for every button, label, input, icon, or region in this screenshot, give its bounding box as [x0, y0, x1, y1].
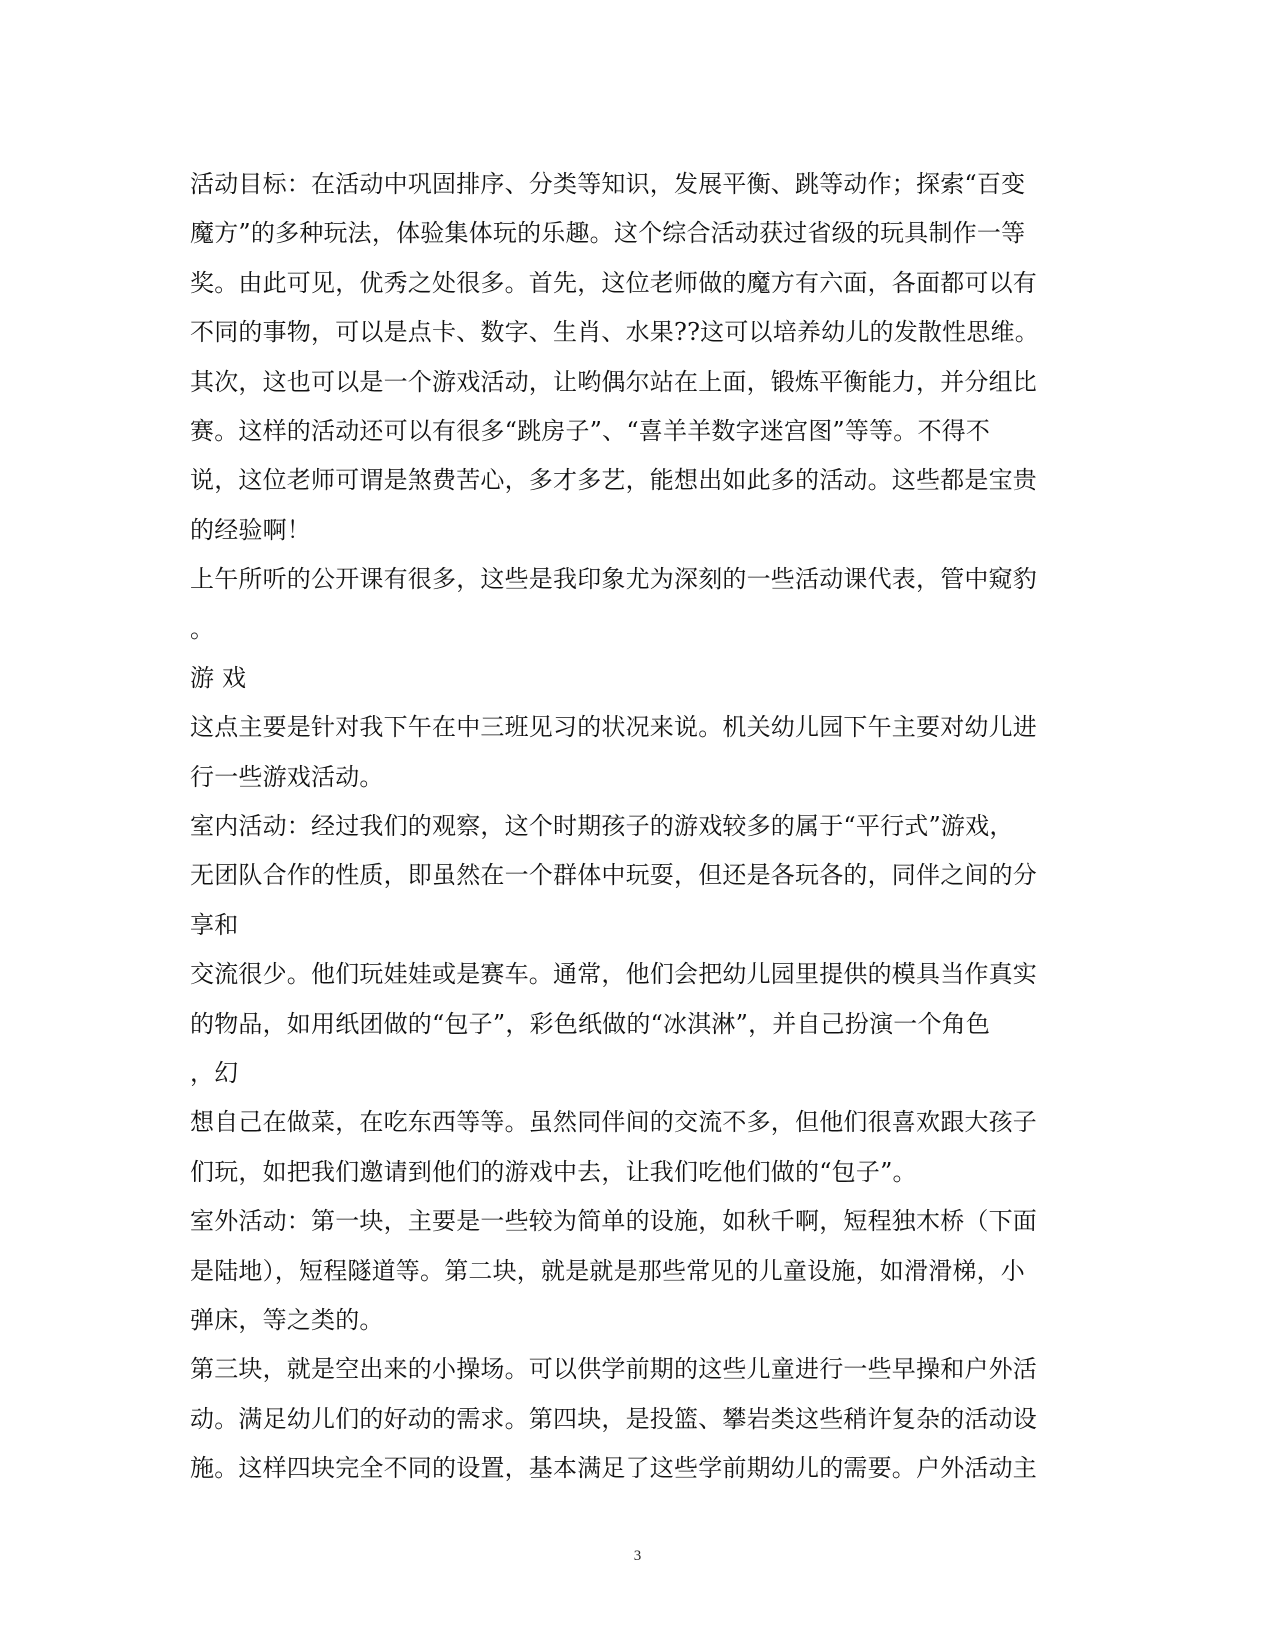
text-line: 活动目标：在活动中巩固排序、分类等知识，发展平衡、跳等动作；探索“百变: [190, 170, 1026, 198]
text-line: 上午所听的公开课有很多，这些是我印象尤为深刻的一些活动课代表，管中窥豹: [190, 565, 1037, 594]
text-line: 的经验啊！: [190, 515, 311, 544]
text-line: 不同的事物，可以是点卡、数字、生肖、水果??这可以培养幼儿的发散性思维。: [190, 318, 1039, 347]
text-line: 室外活动：第一块，主要是一些较为简单的设施，如秋千啊，短程独木桥（下面: [190, 1207, 1037, 1236]
text-line: 是陆地），短程隧道等。第二块，就是就是那些常见的儿童设施，如滑滑梯，小: [190, 1256, 1025, 1285]
text-line: ，幻: [190, 1059, 239, 1088]
page-number: 3: [633, 1548, 642, 1564]
text-line: 其次，这也可以是一个游戏活动，让哟偶尔站在上面，锻炼平衡能力，并分组比: [190, 367, 1037, 396]
text-line: 动。满足幼儿们的好动的需求。第四块，是投篮、攀岩类这些稍许复杂的活动设: [190, 1404, 1037, 1433]
text-line: 享和: [190, 910, 239, 939]
text-line: 这点主要是针对我下午在中三班见习的状况来说。机关幼儿园下午主要对幼儿进: [190, 713, 1037, 742]
body-text: [190, 160, 1070, 1494]
text-line: 魔方”的多种玩法，体验集体玩的乐趣。这个综合活动获过省级的玩具制作一等: [190, 219, 1026, 248]
text-line: 第三块，就是空出来的小操场。可以供学前期的这些儿童进行一些早操和户外活: [190, 1355, 1037, 1384]
text-line: 的物品，如用纸团做的“包子”，彩色纸做的“冰淇淋”，并自己扮演一个角色: [190, 1009, 991, 1038]
text-line: 赛。这样的活动还可以有很多“跳房子”、“喜羊羊数字迷宫图”等等。不得不: [190, 416, 991, 445]
section-heading: 游 戏: [190, 663, 247, 692]
text-line: 们玩，如把我们邀请到他们的游戏中去，让我们吃他们做的“包子”。: [190, 1157, 917, 1186]
text-line: 奖。由此可见，优秀之处很多。首先，这位老师做的魔方有六面，各面都可以有: [190, 268, 1037, 297]
text-line: 室内活动：经过我们的观察，这个时期孩子的游戏较多的属于“平行式”游戏，: [190, 812, 1014, 841]
text-line: 。: [190, 614, 215, 643]
text-line: 无团队合作的性质，即虽然在一个群体中玩耍，但还是各玩各的，同伴之间的分: [190, 861, 1037, 890]
text-line: 想自己在做菜，在吃东西等等。虽然同伴间的交流不多，但他们很喜欢跟大孩子: [190, 1108, 1037, 1137]
text-line: 交流很少。他们玩娃娃或是赛车。通常，他们会把幼儿园里提供的模具当作真实: [190, 960, 1037, 989]
text-line: 说，这位老师可谓是煞费苦心，多才多艺，能想出如此多的活动。这些都是宝贵: [190, 466, 1037, 495]
text-line: 施。这样四块完全不同的设置，基本满足了这些学前期幼儿的需要。户外活动主: [190, 1454, 1037, 1483]
text-line: 弹床，等之类的。: [190, 1305, 384, 1334]
text-line: 行一些游戏活动。: [190, 762, 384, 791]
